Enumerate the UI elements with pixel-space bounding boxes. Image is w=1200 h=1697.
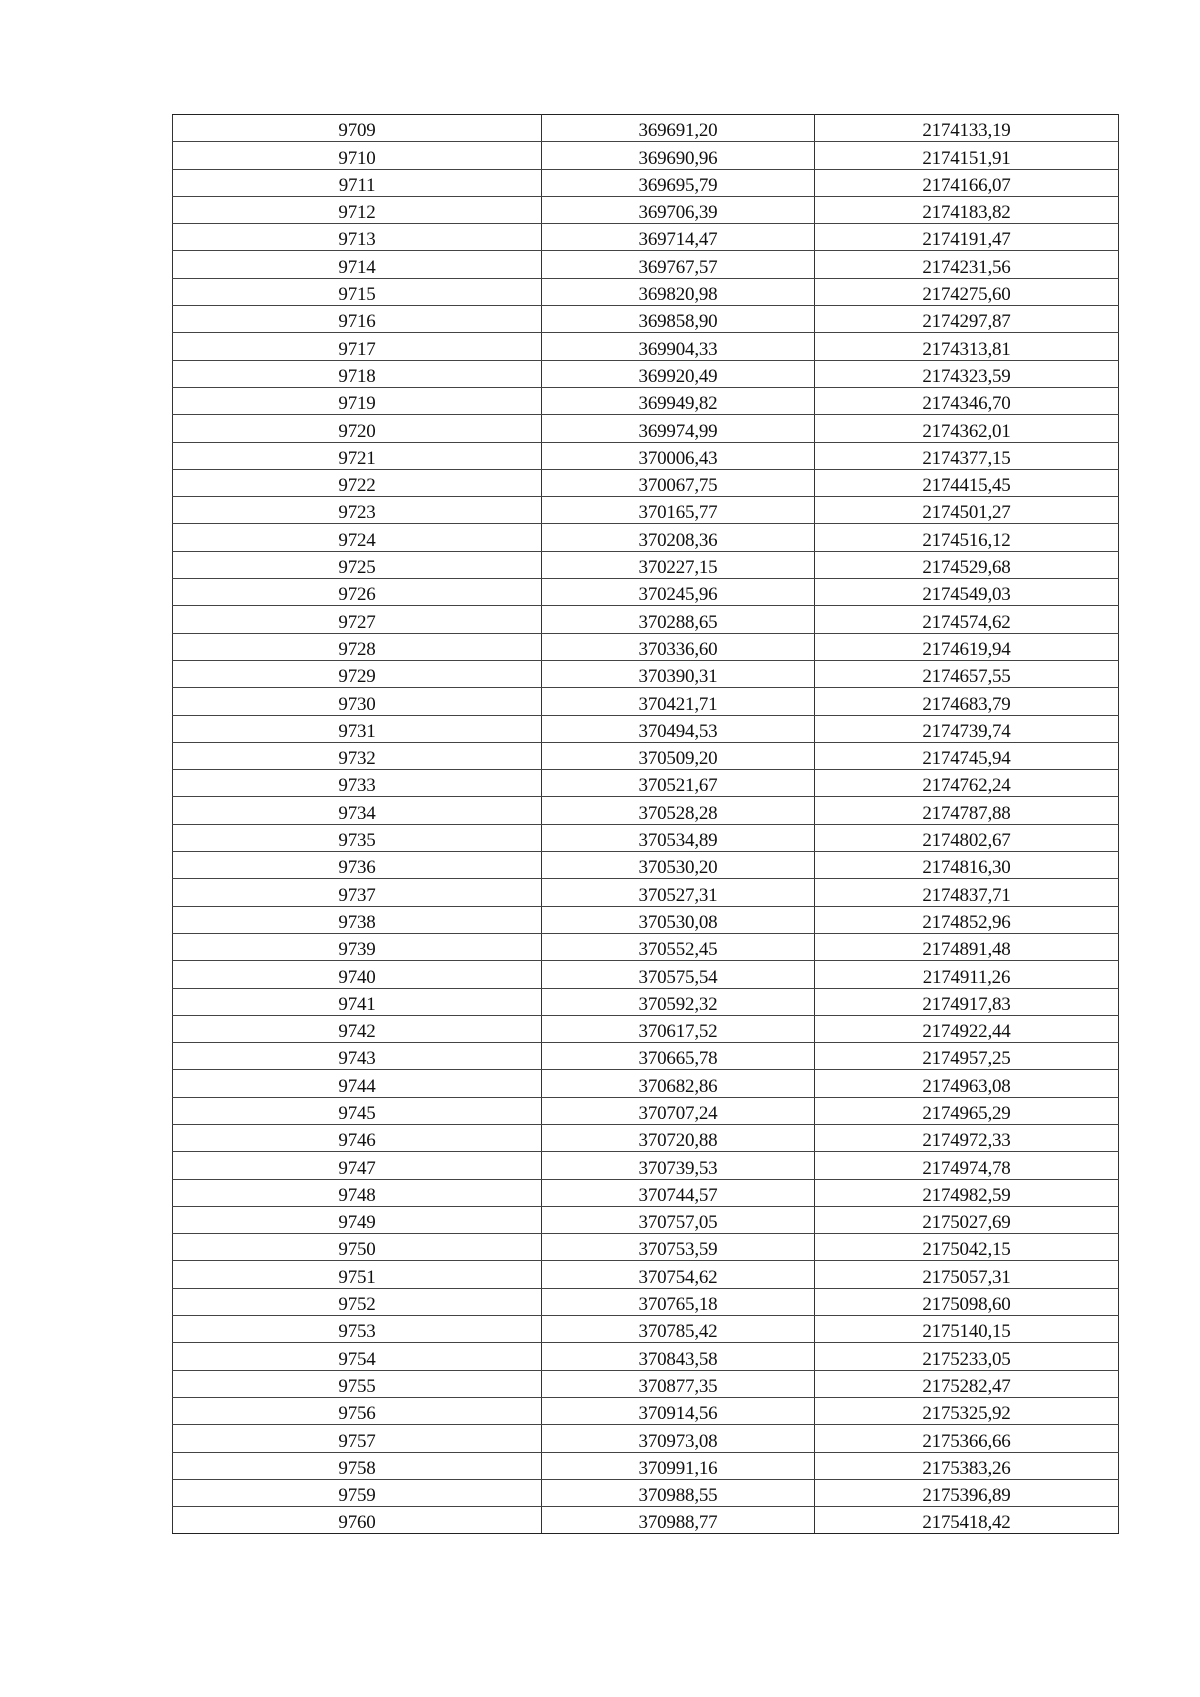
point-number-cell: 9731	[173, 715, 542, 742]
table-row	[173, 278, 1119, 305]
x-coordinate-cell: 370991,16	[542, 1452, 815, 1479]
y-coordinate-cell: 2174762,24	[815, 770, 1119, 797]
x-coordinate-cell: 370617,52	[542, 1015, 815, 1042]
point-number-cell: 9742	[173, 1015, 542, 1042]
x-coordinate-cell: 370785,42	[542, 1316, 815, 1343]
table-row	[173, 579, 1119, 606]
y-coordinate-cell: 2174972,33	[815, 1124, 1119, 1151]
table-row	[173, 1124, 1119, 1151]
table-row	[173, 224, 1119, 251]
y-coordinate-cell: 2175383,26	[815, 1452, 1119, 1479]
table-row	[173, 1316, 1119, 1343]
x-coordinate-cell: 369820,98	[542, 278, 815, 305]
point-number-cell: 9733	[173, 770, 542, 797]
x-coordinate-cell: 370421,71	[542, 688, 815, 715]
point-number-cell: 9751	[173, 1261, 542, 1288]
table-row	[173, 524, 1119, 551]
x-coordinate-cell: 370534,89	[542, 824, 815, 851]
table-row	[173, 961, 1119, 988]
table-row	[173, 824, 1119, 851]
y-coordinate-cell: 2174415,45	[815, 469, 1119, 496]
x-coordinate-cell: 369974,99	[542, 415, 815, 442]
y-coordinate-cell: 2175282,47	[815, 1370, 1119, 1397]
x-coordinate-cell: 370165,77	[542, 497, 815, 524]
point-number-cell: 9711	[173, 169, 542, 196]
point-number-cell: 9727	[173, 606, 542, 633]
x-coordinate-cell: 370575,54	[542, 961, 815, 988]
x-coordinate-cell: 369714,47	[542, 224, 815, 251]
y-coordinate-cell: 2174891,48	[815, 933, 1119, 960]
point-number-cell: 9743	[173, 1043, 542, 1070]
y-coordinate-cell: 2174231,56	[815, 251, 1119, 278]
point-number-cell: 9754	[173, 1343, 542, 1370]
point-number-cell: 9723	[173, 497, 542, 524]
y-coordinate-cell: 2174166,07	[815, 169, 1119, 196]
x-coordinate-cell: 370914,56	[542, 1397, 815, 1424]
y-coordinate-cell: 2174917,83	[815, 988, 1119, 1015]
point-number-cell: 9713	[173, 224, 542, 251]
y-coordinate-cell: 2174982,59	[815, 1179, 1119, 1206]
point-number-cell: 9748	[173, 1179, 542, 1206]
x-coordinate-cell: 370336,60	[542, 633, 815, 660]
y-coordinate-cell: 2174745,94	[815, 742, 1119, 769]
table-row	[173, 879, 1119, 906]
x-coordinate-cell: 369858,90	[542, 306, 815, 333]
x-coordinate-cell: 370067,75	[542, 469, 815, 496]
x-coordinate-cell: 369920,49	[542, 360, 815, 387]
y-coordinate-cell: 2174191,47	[815, 224, 1119, 251]
x-coordinate-cell: 370208,36	[542, 524, 815, 551]
table-row	[173, 1507, 1119, 1534]
table-row	[173, 742, 1119, 769]
y-coordinate-cell: 2174313,81	[815, 333, 1119, 360]
x-coordinate-cell: 369767,57	[542, 251, 815, 278]
table-row	[173, 660, 1119, 687]
coordinates-table-body	[173, 115, 1119, 1534]
x-coordinate-cell: 369706,39	[542, 196, 815, 223]
x-coordinate-cell: 370753,59	[542, 1234, 815, 1261]
y-coordinate-cell: 2174133,19	[815, 115, 1119, 142]
table-row	[173, 1097, 1119, 1124]
x-coordinate-cell: 370682,86	[542, 1070, 815, 1097]
y-coordinate-cell: 2175366,66	[815, 1425, 1119, 1452]
table-row	[173, 1288, 1119, 1315]
point-number-cell: 9746	[173, 1124, 542, 1151]
y-coordinate-cell: 2175418,42	[815, 1507, 1119, 1534]
y-coordinate-cell: 2174837,71	[815, 879, 1119, 906]
y-coordinate-cell: 2174346,70	[815, 387, 1119, 414]
x-coordinate-cell: 370754,62	[542, 1261, 815, 1288]
y-coordinate-cell: 2174323,59	[815, 360, 1119, 387]
y-coordinate-cell: 2174549,03	[815, 579, 1119, 606]
table-row	[173, 1152, 1119, 1179]
table-row	[173, 1479, 1119, 1506]
x-coordinate-cell: 370288,65	[542, 606, 815, 633]
y-coordinate-cell: 2174787,88	[815, 797, 1119, 824]
point-number-cell: 9719	[173, 387, 542, 414]
x-coordinate-cell: 370530,08	[542, 906, 815, 933]
y-coordinate-cell: 2175098,60	[815, 1288, 1119, 1315]
y-coordinate-cell: 2174816,30	[815, 852, 1119, 879]
y-coordinate-cell: 2174377,15	[815, 442, 1119, 469]
y-coordinate-cell: 2174619,94	[815, 633, 1119, 660]
table-row	[173, 442, 1119, 469]
table-row	[173, 469, 1119, 496]
table-row	[173, 115, 1119, 142]
point-number-cell: 9725	[173, 551, 542, 578]
point-number-cell: 9718	[173, 360, 542, 387]
point-number-cell: 9758	[173, 1452, 542, 1479]
point-number-cell: 9747	[173, 1152, 542, 1179]
x-coordinate-cell: 369904,33	[542, 333, 815, 360]
point-number-cell: 9749	[173, 1206, 542, 1233]
point-number-cell: 9739	[173, 933, 542, 960]
x-coordinate-cell: 369695,79	[542, 169, 815, 196]
point-number-cell: 9715	[173, 278, 542, 305]
point-number-cell: 9738	[173, 906, 542, 933]
y-coordinate-cell: 2175057,31	[815, 1261, 1119, 1288]
table-row	[173, 633, 1119, 660]
x-coordinate-cell: 370988,77	[542, 1507, 815, 1534]
point-number-cell: 9750	[173, 1234, 542, 1261]
table-row	[173, 497, 1119, 524]
point-number-cell: 9756	[173, 1397, 542, 1424]
point-number-cell: 9728	[173, 633, 542, 660]
point-number-cell: 9760	[173, 1507, 542, 1534]
table-row	[173, 1452, 1119, 1479]
y-coordinate-cell: 2174183,82	[815, 196, 1119, 223]
point-number-cell: 9740	[173, 961, 542, 988]
table-row	[173, 196, 1119, 223]
y-coordinate-cell: 2174802,67	[815, 824, 1119, 851]
y-coordinate-cell: 2174574,62	[815, 606, 1119, 633]
y-coordinate-cell: 2174922,44	[815, 1015, 1119, 1042]
y-coordinate-cell: 2175042,15	[815, 1234, 1119, 1261]
table-row	[173, 852, 1119, 879]
table-row	[173, 306, 1119, 333]
y-coordinate-cell: 2174516,12	[815, 524, 1119, 551]
coordinates-table	[172, 114, 1119, 1534]
point-number-cell: 9736	[173, 852, 542, 879]
x-coordinate-cell: 370527,31	[542, 879, 815, 906]
point-number-cell: 9714	[173, 251, 542, 278]
table-row	[173, 360, 1119, 387]
table-row	[173, 387, 1119, 414]
table-row	[173, 415, 1119, 442]
point-number-cell: 9759	[173, 1479, 542, 1506]
table-row	[173, 333, 1119, 360]
point-number-cell: 9722	[173, 469, 542, 496]
x-coordinate-cell: 369949,82	[542, 387, 815, 414]
y-coordinate-cell: 2174275,60	[815, 278, 1119, 305]
y-coordinate-cell: 2174957,25	[815, 1043, 1119, 1070]
point-number-cell: 9717	[173, 333, 542, 360]
point-number-cell: 9716	[173, 306, 542, 333]
table-row	[173, 1206, 1119, 1233]
point-number-cell: 9712	[173, 196, 542, 223]
x-coordinate-cell: 370509,20	[542, 742, 815, 769]
table-row	[173, 1070, 1119, 1097]
point-number-cell: 9730	[173, 688, 542, 715]
x-coordinate-cell: 370245,96	[542, 579, 815, 606]
x-coordinate-cell: 370592,32	[542, 988, 815, 1015]
y-coordinate-cell: 2174739,74	[815, 715, 1119, 742]
point-number-cell: 9732	[173, 742, 542, 769]
y-coordinate-cell: 2174852,96	[815, 906, 1119, 933]
point-number-cell: 9734	[173, 797, 542, 824]
y-coordinate-cell: 2175140,15	[815, 1316, 1119, 1343]
point-number-cell: 9741	[173, 988, 542, 1015]
table-row	[173, 606, 1119, 633]
y-coordinate-cell: 2175233,05	[815, 1343, 1119, 1370]
table-row	[173, 933, 1119, 960]
x-coordinate-cell: 370552,45	[542, 933, 815, 960]
point-number-cell: 9753	[173, 1316, 542, 1343]
point-number-cell: 9726	[173, 579, 542, 606]
table-row	[173, 1370, 1119, 1397]
table-row	[173, 1425, 1119, 1452]
table-row	[173, 1043, 1119, 1070]
x-coordinate-cell: 370530,20	[542, 852, 815, 879]
x-coordinate-cell: 370988,55	[542, 1479, 815, 1506]
point-number-cell: 9757	[173, 1425, 542, 1452]
x-coordinate-cell: 370739,53	[542, 1152, 815, 1179]
table-row	[173, 906, 1119, 933]
point-number-cell: 9720	[173, 415, 542, 442]
x-coordinate-cell: 370973,08	[542, 1425, 815, 1452]
table-row	[173, 797, 1119, 824]
x-coordinate-cell: 369691,20	[542, 115, 815, 142]
y-coordinate-cell: 2175027,69	[815, 1206, 1119, 1233]
table-row	[173, 142, 1119, 169]
x-coordinate-cell: 370227,15	[542, 551, 815, 578]
table-row	[173, 251, 1119, 278]
table-row	[173, 1015, 1119, 1042]
x-coordinate-cell: 370744,57	[542, 1179, 815, 1206]
x-coordinate-cell: 370528,28	[542, 797, 815, 824]
x-coordinate-cell: 370757,05	[542, 1206, 815, 1233]
y-coordinate-cell: 2174963,08	[815, 1070, 1119, 1097]
x-coordinate-cell: 370877,35	[542, 1370, 815, 1397]
table-row	[173, 1343, 1119, 1370]
y-coordinate-cell: 2174974,78	[815, 1152, 1119, 1179]
point-number-cell: 9729	[173, 660, 542, 687]
point-number-cell: 9752	[173, 1288, 542, 1315]
y-coordinate-cell: 2174362,01	[815, 415, 1119, 442]
table-row	[173, 988, 1119, 1015]
x-coordinate-cell: 370707,24	[542, 1097, 815, 1124]
x-coordinate-cell: 370390,31	[542, 660, 815, 687]
table-row	[173, 1179, 1119, 1206]
point-number-cell: 9744	[173, 1070, 542, 1097]
x-coordinate-cell: 370665,78	[542, 1043, 815, 1070]
table-row	[173, 688, 1119, 715]
y-coordinate-cell: 2174151,91	[815, 142, 1119, 169]
table-row	[173, 770, 1119, 797]
point-number-cell: 9721	[173, 442, 542, 469]
table-row	[173, 715, 1119, 742]
table-row	[173, 1261, 1119, 1288]
y-coordinate-cell: 2175396,89	[815, 1479, 1119, 1506]
y-coordinate-cell: 2175325,92	[815, 1397, 1119, 1424]
point-number-cell: 9755	[173, 1370, 542, 1397]
y-coordinate-cell: 2174965,29	[815, 1097, 1119, 1124]
y-coordinate-cell: 2174529,68	[815, 551, 1119, 578]
x-coordinate-cell: 370006,43	[542, 442, 815, 469]
point-number-cell: 9737	[173, 879, 542, 906]
y-coordinate-cell: 2174683,79	[815, 688, 1119, 715]
x-coordinate-cell: 370843,58	[542, 1343, 815, 1370]
x-coordinate-cell: 370494,53	[542, 715, 815, 742]
y-coordinate-cell: 2174501,27	[815, 497, 1119, 524]
x-coordinate-cell: 370765,18	[542, 1288, 815, 1315]
point-number-cell: 9710	[173, 142, 542, 169]
x-coordinate-cell: 370720,88	[542, 1124, 815, 1151]
y-coordinate-cell: 2174911,26	[815, 961, 1119, 988]
point-number-cell: 9745	[173, 1097, 542, 1124]
point-number-cell: 9724	[173, 524, 542, 551]
table-row	[173, 1397, 1119, 1424]
y-coordinate-cell: 2174657,55	[815, 660, 1119, 687]
x-coordinate-cell: 369690,96	[542, 142, 815, 169]
point-number-cell: 9709	[173, 115, 542, 142]
table-row	[173, 169, 1119, 196]
x-coordinate-cell: 370521,67	[542, 770, 815, 797]
y-coordinate-cell: 2174297,87	[815, 306, 1119, 333]
point-number-cell: 9735	[173, 824, 542, 851]
table-row	[173, 1234, 1119, 1261]
table-row	[173, 551, 1119, 578]
